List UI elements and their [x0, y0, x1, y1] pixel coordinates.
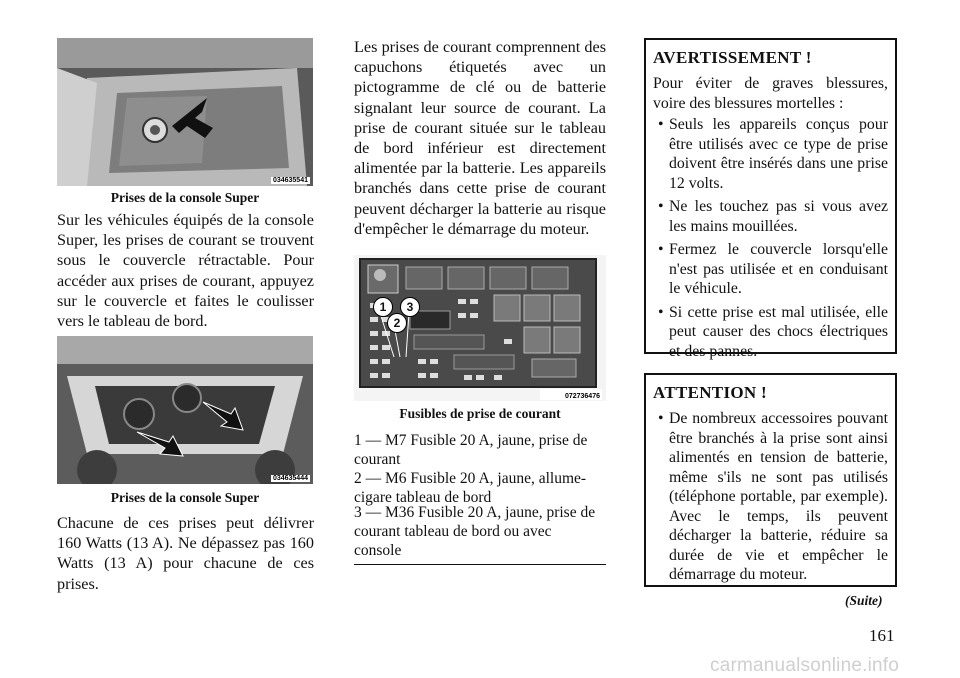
console-photo-1 — [57, 38, 313, 186]
photo-id-label: 034635541 — [272, 177, 308, 184]
warning-list — [653, 115, 888, 361]
fuse-box-diagram — [354, 255, 606, 401]
warning-title: AVERTISSEMENT ! — [653, 48, 812, 67]
warning-item: • Ne les touchez pas si vous avez les mains mouillées. — [653, 197, 888, 236]
photo-id-label: 072736476 — [564, 393, 600, 400]
caution-list — [653, 409, 888, 585]
warning-box — [644, 38, 897, 360]
fuse-list-item: 3 — M36 Fusible 20 A, jaune, prise de courant tableau de bord ou avec console — [354, 504, 596, 559]
caution-title: ATTENTION ! — [653, 383, 767, 402]
console-photo-1-illustration — [57, 38, 313, 186]
callout-2-label: 2 — [393, 316, 401, 330]
warning-item: • Si cette prise est mal utilisée, elle peut causer des chocs électriques et des pannes. — [653, 303, 888, 362]
caps-info-paragraph: Les prises de courant comprennent des capuchons étiquetés avec un pictogramme de clé ou de batterie signalant leur source de courant. La prise de courant située sur le tableau de bord inférieur est directement alimentée par la batterie. Les appareils branchés dans cette prise de courant peuvent décharger la batterie au risque d'empêcher le démarrage du moteur. — [354, 38, 606, 238]
warning-intro: Pour éviter de graves blessures, voire des blessures mortelles : — [653, 75, 888, 112]
console-photo-2 — [57, 336, 313, 484]
callout-3 — [400, 297, 420, 317]
callout-1-label: 1 — [379, 300, 387, 314]
caution-item: • De nombreux accessoires pouvant être branchés à la prise sont ainsi alimentés en tension de batterie, même s'ils ne sont pas utilisés (téléphone portable, par exemple). Avec le temps, ils peuvent décharger la batterie, réduire sa durée de vie et empêcher le démarrage du moteur. — [653, 409, 888, 585]
console-location-paragraph: Sur les véhicules équipés de la console Super, les prises de courant se trouvent sous le couvercle rétractable. Pour accéder aux prises de courant, appuyez sur le couvercle et faites le coulisser vers le tableau de bord. — [57, 211, 314, 331]
fuse-list-item: 2 — M6 Fusible 20 A, jaune, allume-cigare tableau de bord — [354, 470, 587, 506]
power-limit-paragraph: Chacune de ces prises peut délivrer 160 Watts (13 A). Ne dépassez pas 160 Watts (13 A) pour chacune de ces prises. — [57, 514, 314, 593]
caution-box — [644, 373, 897, 587]
photo-id-label: 034635444 — [272, 475, 308, 482]
callout-2 — [387, 313, 407, 333]
fuse-list-item: 1 — M7 Fusible 20 A, jaune, prise de courant — [354, 432, 588, 468]
warning-item: • Seuls les appareils conçus pour être utilisés avec ce type de prise doivent être insérés dans une prise 12 volts. — [653, 115, 888, 193]
continued-label: (Suite) — [845, 593, 883, 608]
console-photo-2-illustration — [57, 336, 313, 484]
watermark: carmanualsonline.info — [710, 655, 900, 676]
section-divider — [354, 564, 606, 565]
figure-caption: Prises de la console Super — [110, 490, 260, 505]
figure-caption: Fusibles de prise de courant — [399, 406, 561, 421]
figure-caption: Prises de la console Super — [110, 190, 260, 205]
warning-item: • Fermez le couvercle lorsqu'elle n'est pas utilisée et en conduisant le véhicule. — [653, 240, 888, 299]
callout-3-label: 3 — [406, 300, 414, 314]
page-number: 161 — [869, 626, 895, 645]
